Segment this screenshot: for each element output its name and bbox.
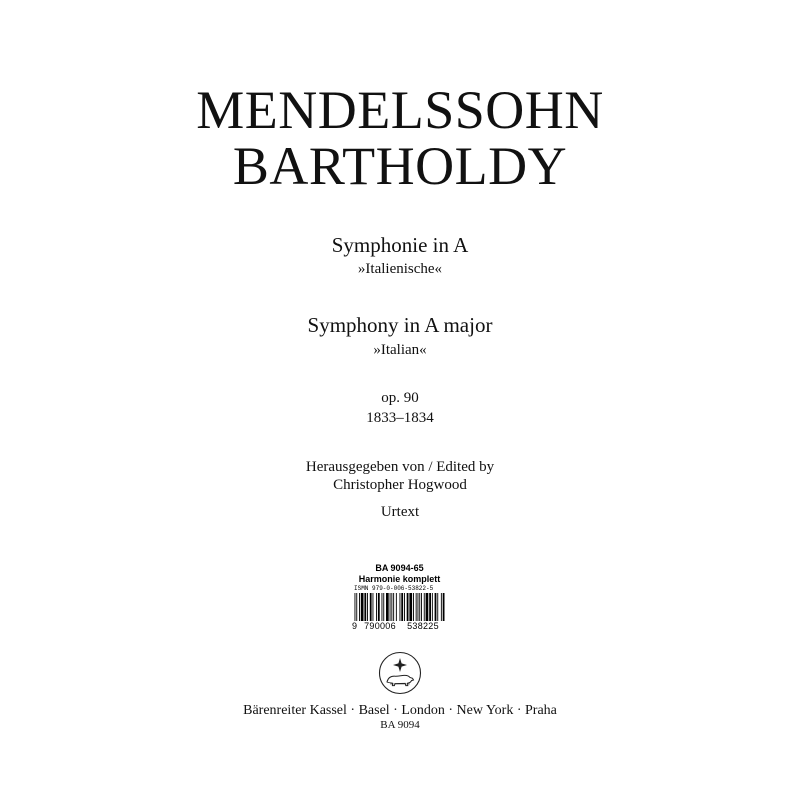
order-number: BA 9094-65 — [375, 563, 424, 573]
composition-years: 1833–1834 — [366, 410, 434, 426]
publisher-line: Bärenreiter Kassel · Basel · London · New York · Praha — [243, 703, 557, 718]
ean-right-group: 538225 — [407, 621, 439, 631]
work-nickname-english: »Italian« — [373, 342, 427, 358]
ean-left-group: 790006 — [364, 621, 396, 631]
editor-name: Christopher Hogwood — [333, 477, 467, 493]
work-nickname-german: »Italienische« — [357, 261, 443, 277]
work-title-german: Symphonie in A — [331, 233, 469, 257]
urtext-label: Urtext — [380, 504, 420, 520]
editor-label: Herausgegeben von / Edited by — [305, 459, 495, 475]
barcode-icon — [354, 593, 445, 621]
ismn-number: ISMN 979-0-006-53822-5 — [354, 585, 434, 592]
composer-name-line-1: MENDELSSOHN — [196, 80, 604, 140]
barcode-label — [352, 561, 447, 629]
baerenreiter-bear-star-icon — [378, 651, 422, 695]
catalog-number: BA 9094 — [380, 719, 420, 731]
ean-first-digit: 9 — [352, 621, 358, 631]
composer-name-line-2: BARTHOLDY — [232, 136, 568, 196]
opus-number: op. 90 — [381, 390, 419, 406]
work-title-english: Symphony in A major — [307, 313, 493, 337]
part-name: Harmonie komplett — [358, 574, 441, 584]
